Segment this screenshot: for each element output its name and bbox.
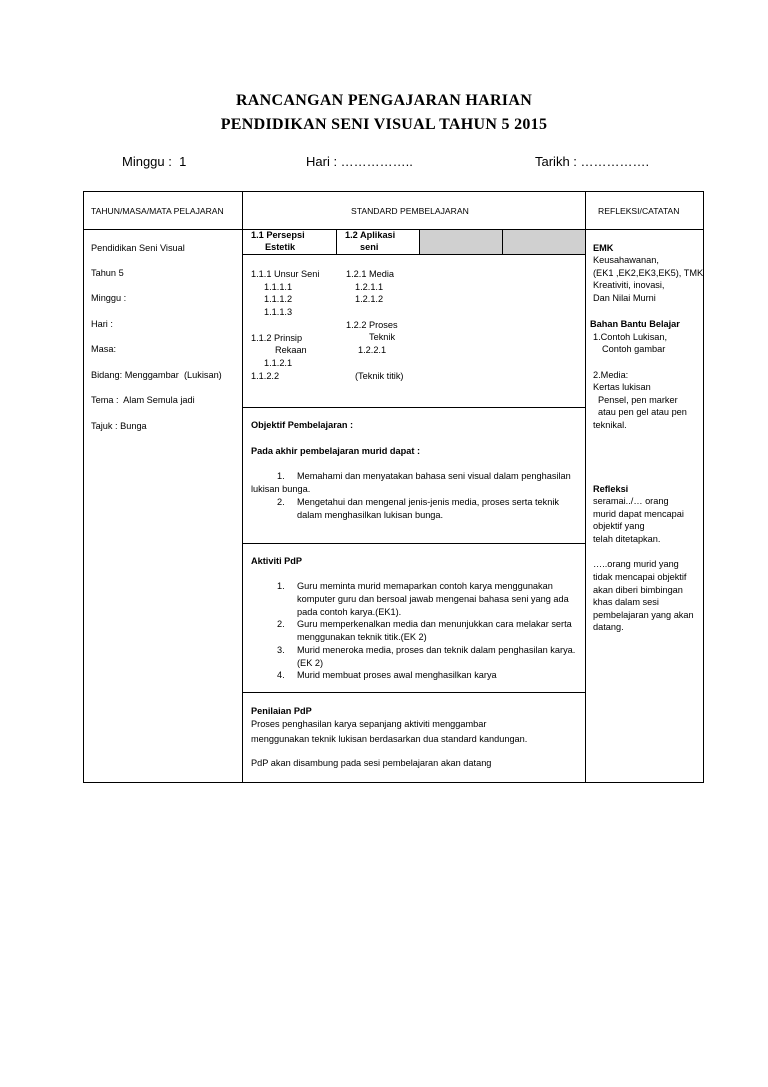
std-1-1-1-2: 1.1.1.2 <box>264 294 293 304</box>
objektif-item-1: Memahami dan menyatakan bahasa seni visual dalam penghasilan lukisan bunga. <box>251 471 571 494</box>
std-1-2-2-1: 1.2.2.1 <box>358 345 387 355</box>
std-1-1-2-1: 1.1.2.1 <box>264 358 293 368</box>
aktiviti-num-2: 2. <box>277 619 285 629</box>
refleksi-line-7: tidak mencapai objektif <box>593 572 687 582</box>
std-1-1-1: 1.1.1 Unsur Seni <box>251 269 320 279</box>
penilaian-divider <box>242 692 586 693</box>
aktiviti-item-2: Guru memperkenalkan media dan menunjukkan cara melakar serta menggunakan teknik titik.(EK 2) <box>297 619 572 642</box>
std-1-1-1-1: 1.1.1.1 <box>264 282 293 292</box>
tarikh-label: Tarikh : ……………. <box>535 154 650 169</box>
std-1-1-1-3: 1.1.1.3 <box>264 307 293 317</box>
objektif-num-2: 2. <box>277 497 285 507</box>
document-title: RANCANGAN PENGAJARAN HARIAN <box>235 92 533 109</box>
tema-text: Tema : Alam Semula jadi <box>91 395 195 405</box>
penilaian-line-1: Proses penghasilan karya sepanjang aktiviti menggambar <box>251 719 487 729</box>
col-header-tahun: TAHUN/MASA/MATA PELAJARAN <box>91 206 224 216</box>
emk-line-1: Keusahawanan, <box>593 255 659 265</box>
std-1-1-2-2: 1.1.2.2 <box>251 371 280 381</box>
refleksi-line-9: khas dalam sesi <box>593 597 659 607</box>
subject-text: Pendidikan Seni Visual <box>91 243 185 253</box>
document-subtitle: PENDIDIKAN SENI VISUAL TAHUN 5 2015 <box>220 116 548 133</box>
bbb-title: Bahan Bantu Belajar <box>590 319 680 329</box>
minggu-label: Minggu : 1 <box>122 154 187 169</box>
bbb-line-8: teknikal. <box>593 420 627 430</box>
standard-header-2a: 1.2 Aplikasi <box>345 230 396 240</box>
refleksi-line-3: objektif yang <box>593 521 645 531</box>
bbb-line-2: Contoh gambar <box>602 344 666 354</box>
standard-header-2b: seni <box>360 242 379 252</box>
aktiviti-num-1: 1. <box>277 581 285 591</box>
hari-label: Hari : …………….. <box>306 154 413 169</box>
col-header-standard: STANDARD PEMBELAJARAN <box>351 206 469 216</box>
emk-line-3: Kreativiti, inovasi, <box>593 280 665 290</box>
bidang-text: Bidang: Menggambar (Lukisan) <box>91 370 222 380</box>
masa-text: Masa: <box>91 344 117 354</box>
aktiviti-item-3: Murid meneroka media, proses dan teknik dalam penghasilan karya. (EK 2) <box>297 645 576 668</box>
aktiviti-item-4: Murid membuat proses awal menghasilkan karya <box>297 670 497 680</box>
tajuk-text: Tajuk : Bunga <box>91 421 147 431</box>
penilaian-title: Penilaian PdP <box>251 706 312 716</box>
tahun-text: Tahun 5 <box>91 268 124 278</box>
standard-cell-3 <box>419 229 503 255</box>
refleksi-line-10: pembelajaran yang akan <box>593 610 694 620</box>
bbb-line-1: 1.Contoh Lukisan, <box>593 332 668 342</box>
std-1-2-1-1: 1.2.1.1 <box>355 282 384 292</box>
std-1-2-1: 1.2.1 Media <box>346 269 395 279</box>
refleksi-line-1: seramai../… orang <box>593 496 669 506</box>
objektif-intro: Pada akhir pembelajaran murid dapat : <box>251 446 420 456</box>
bbb-line-7: atau pen gel atau pen <box>598 407 687 417</box>
penilaian-line-2: menggunakan teknik lukisan berdasarkan dua standard kandungan. <box>251 734 528 744</box>
col-divider-1 <box>242 191 243 783</box>
objektif-title: Objektif Pembelajaran : <box>251 420 354 430</box>
standard-cell-4 <box>502 229 586 255</box>
penilaian-line-3: PdP akan disambung pada sesi pembelajaran akan datang <box>251 758 492 768</box>
objektif-divider <box>242 407 586 408</box>
col-divider-2 <box>585 191 586 783</box>
refleksi-line-8: akan diberi bimbingan <box>593 585 683 595</box>
std-1-2-2-label: Teknik <box>369 332 396 342</box>
emk-line-4: Dan Nilai Murni <box>593 293 656 303</box>
emk-title: EMK <box>593 243 614 253</box>
hari-text: Hari : <box>91 319 113 329</box>
bbb-line-6: Pensel, pen marker <box>598 395 678 405</box>
std-teknik-titik: (Teknik titik) <box>355 371 404 381</box>
objektif-num-1: 1. <box>277 471 285 481</box>
minggu-text: Minggu : <box>91 293 127 303</box>
std-1-2-2: 1.2.2 Proses <box>346 320 398 330</box>
aktiviti-title: Aktiviti PdP <box>251 556 303 566</box>
col-header-refleksi: REFLEKSI/CATATAN <box>598 206 680 216</box>
refleksi-title: Refleksi <box>593 484 629 494</box>
aktiviti-divider <box>242 543 586 544</box>
aktiviti-item-1: Guru meminta murid memaparkan contoh karya menggunakan komputer guru dan bersoal jawab mengenai bahasa seni yang ada pada contoh karya.(EK1). <box>297 581 569 617</box>
refleksi-line-4: telah ditetapkan. <box>593 534 661 544</box>
refleksi-line-2: murid dapat mencapai <box>593 509 684 519</box>
bbb-line-5: Kertas lukisan <box>593 382 651 392</box>
std-1-2-1-2: 1.2.1.2 <box>355 294 384 304</box>
refleksi-line-11: datang. <box>593 622 624 632</box>
standard-header-1b: Estetik <box>265 242 296 252</box>
std-1-1-2: 1.1.2 Prinsip <box>251 333 303 343</box>
objektif-item-2: Mengetahui dan mengenal jenis-jenis media, proses serta teknik dalam menghasilkan lukisan bunga. <box>297 497 559 520</box>
emk-line-2: (EK1 ,EK2,EK3,EK5), TMK <box>593 268 704 278</box>
bbb-line-4: 2.Media: <box>593 370 629 380</box>
std-1-1-2-label: Rekaan <box>275 345 307 355</box>
standard-header-1a: 1.1 Persepsi <box>251 230 305 240</box>
refleksi-line-6: …..orang murid yang <box>593 559 679 569</box>
aktiviti-num-3: 3. <box>277 645 285 655</box>
aktiviti-num-4: 4. <box>277 670 285 680</box>
